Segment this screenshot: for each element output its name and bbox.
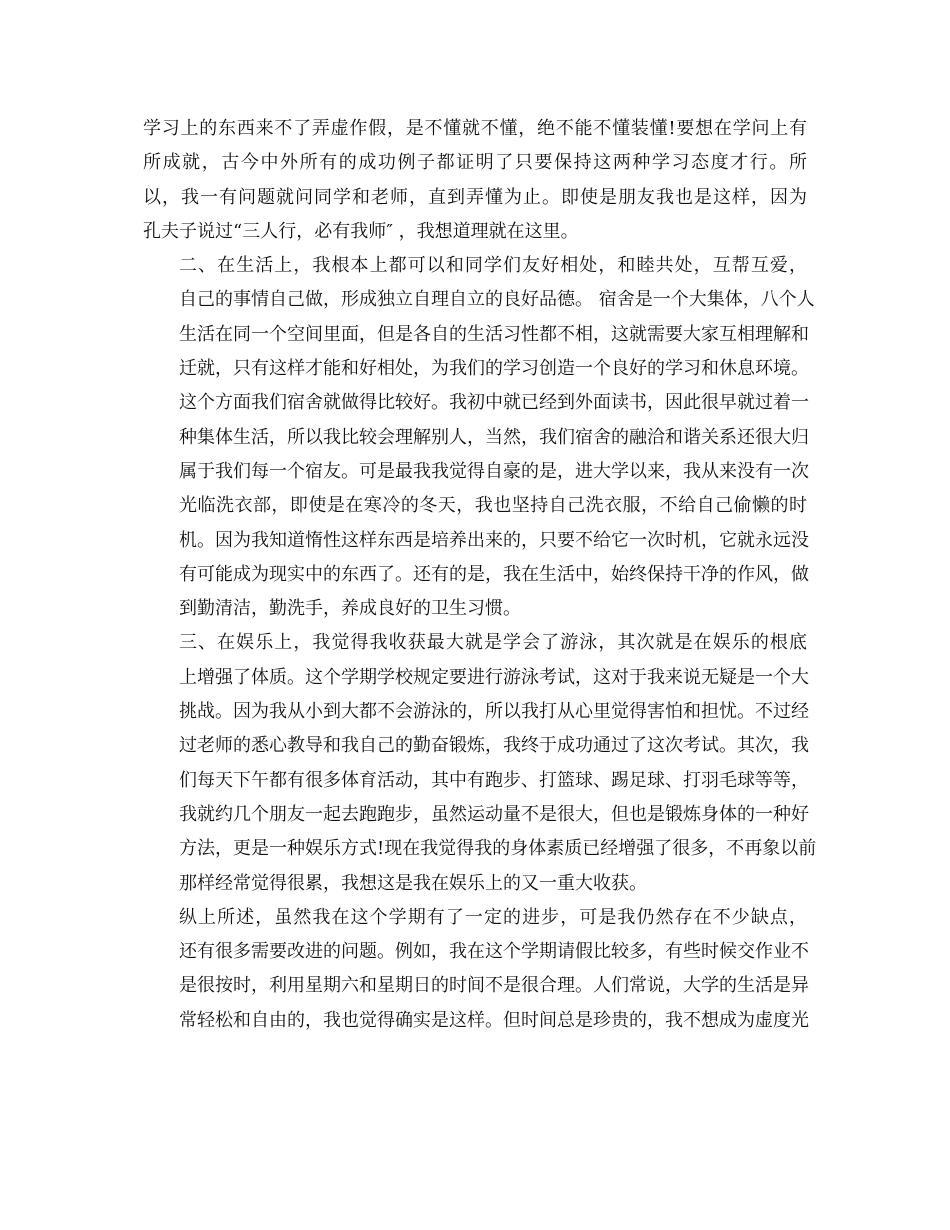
text-line: 机。因为我知道惰性这样东西是培养出来的，只要不给它一次时机，它就永远没	[179, 529, 809, 551]
text-line: 有可能成为现实中的东西了。还有的是，我在生活中，始终保持干净的作风，做	[179, 563, 809, 585]
text-line: 孔夫子说过“三人行，必有我师″ ，我想道理就在这里。	[143, 220, 579, 242]
text-line: 纵上所述，虽然我在这个学期有了一定的进步，可是我仍然存在不少缺点，	[179, 906, 807, 928]
text-line: 过老师的悉心教导和我自己的勤奋锻炼，我终于成功通过了这次考试。其次，我	[179, 735, 809, 757]
text-line: 我就约几个朋友一起去跑跑步，虽然运动量不是很大，但也是锻炼身体的一种好	[179, 803, 809, 825]
text-line: 生活在同一个空间里面，但是各自的生活习性都不相，这就需要大家互相理解和	[179, 323, 809, 345]
text-line: 光临洗衣部，即使是在寒冷的冬天，我也坚持自己洗衣服，不给自己偷懒的时	[179, 495, 807, 517]
text-line: 属于我们每一个宿友。可是最我我觉得自豪的是，进大学以来，我从来没有一次	[179, 460, 809, 482]
paragraph-4	[143, 901, 807, 1038]
text-line: 以，我一有问题就问同学和老师，直到弄懂为止。即使是朋友我也是这样，因为	[143, 186, 807, 208]
text-line: 是很按时，利用星期六和星期日的时间不是很合理。人们常说，大学的生活是异	[179, 975, 809, 997]
paragraph-3	[143, 626, 817, 900]
text-line: 常轻松和自由的，我也觉得确实是这样。但时间总是珍贵的，我不想成为虚度光	[179, 1009, 809, 1031]
text-line: 方法，更是一种娱乐方式!现在我觉得我的身体素质已经增强了很多，不再象以前	[179, 838, 817, 860]
text-line: 迁就，只有这样才能和好相处，为我们的学习创造一个良好的学习和休息环境。	[179, 358, 809, 380]
text-line: 挑战。因为我从小到大都不会游泳的，所以我打从心里觉得害怕和担忧。不过经	[179, 701, 809, 723]
text-line: 上增强了体质。这个学期学校规定要进行游泳考试，这对于我来说无疑是一个大	[179, 666, 809, 688]
text-line: 们每天下午都有很多体育活动，其中有跑步、打篮球、踢足球、打羽毛球等等，	[179, 769, 809, 791]
text-line: 二、在生活上，我根本上都可以和同学们友好相处，和睦共处，互帮互爱，	[179, 255, 807, 277]
text-line: 这个方面我们宿舍就做得比较好。我初中就已经到外面读书，因此很早就过着一	[179, 392, 809, 414]
text-line: 所成就，古今中外所有的成功例子都证明了只要保持这两种学习态度才行。所	[143, 152, 807, 174]
text-line: 种集体生活，所以我比较会理解别人，当然，我们宿舍的融洽和谐关系还很大归	[179, 426, 809, 448]
text-line: 自己的事情自己做，形成独立自理自立的良好品德。 宿舍是一个大集体，八个人	[179, 289, 815, 311]
document-body	[143, 112, 817, 1038]
text-line: 那样经常觉得很累，我想这是我在娱乐上的又一重大收获。	[179, 872, 647, 894]
text-line: 三、在娱乐上，我觉得我收获最大就是学会了游泳，其次就是在娱乐的根底	[179, 632, 807, 654]
text-line: 到勤清洁，勤洗手，养成良好的卫生习惯。	[179, 598, 521, 620]
paragraph-1	[143, 112, 807, 249]
text-line: 学习上的东西来不了弄虚作假，是不懂就不懂，绝不能不懂装懂!要想在学问上有	[143, 118, 807, 139]
paragraph-2	[143, 249, 815, 626]
text-line: 还有很多需要改进的问题。例如，我在这个学期请假比较多，有些时候交作业不	[179, 941, 809, 963]
